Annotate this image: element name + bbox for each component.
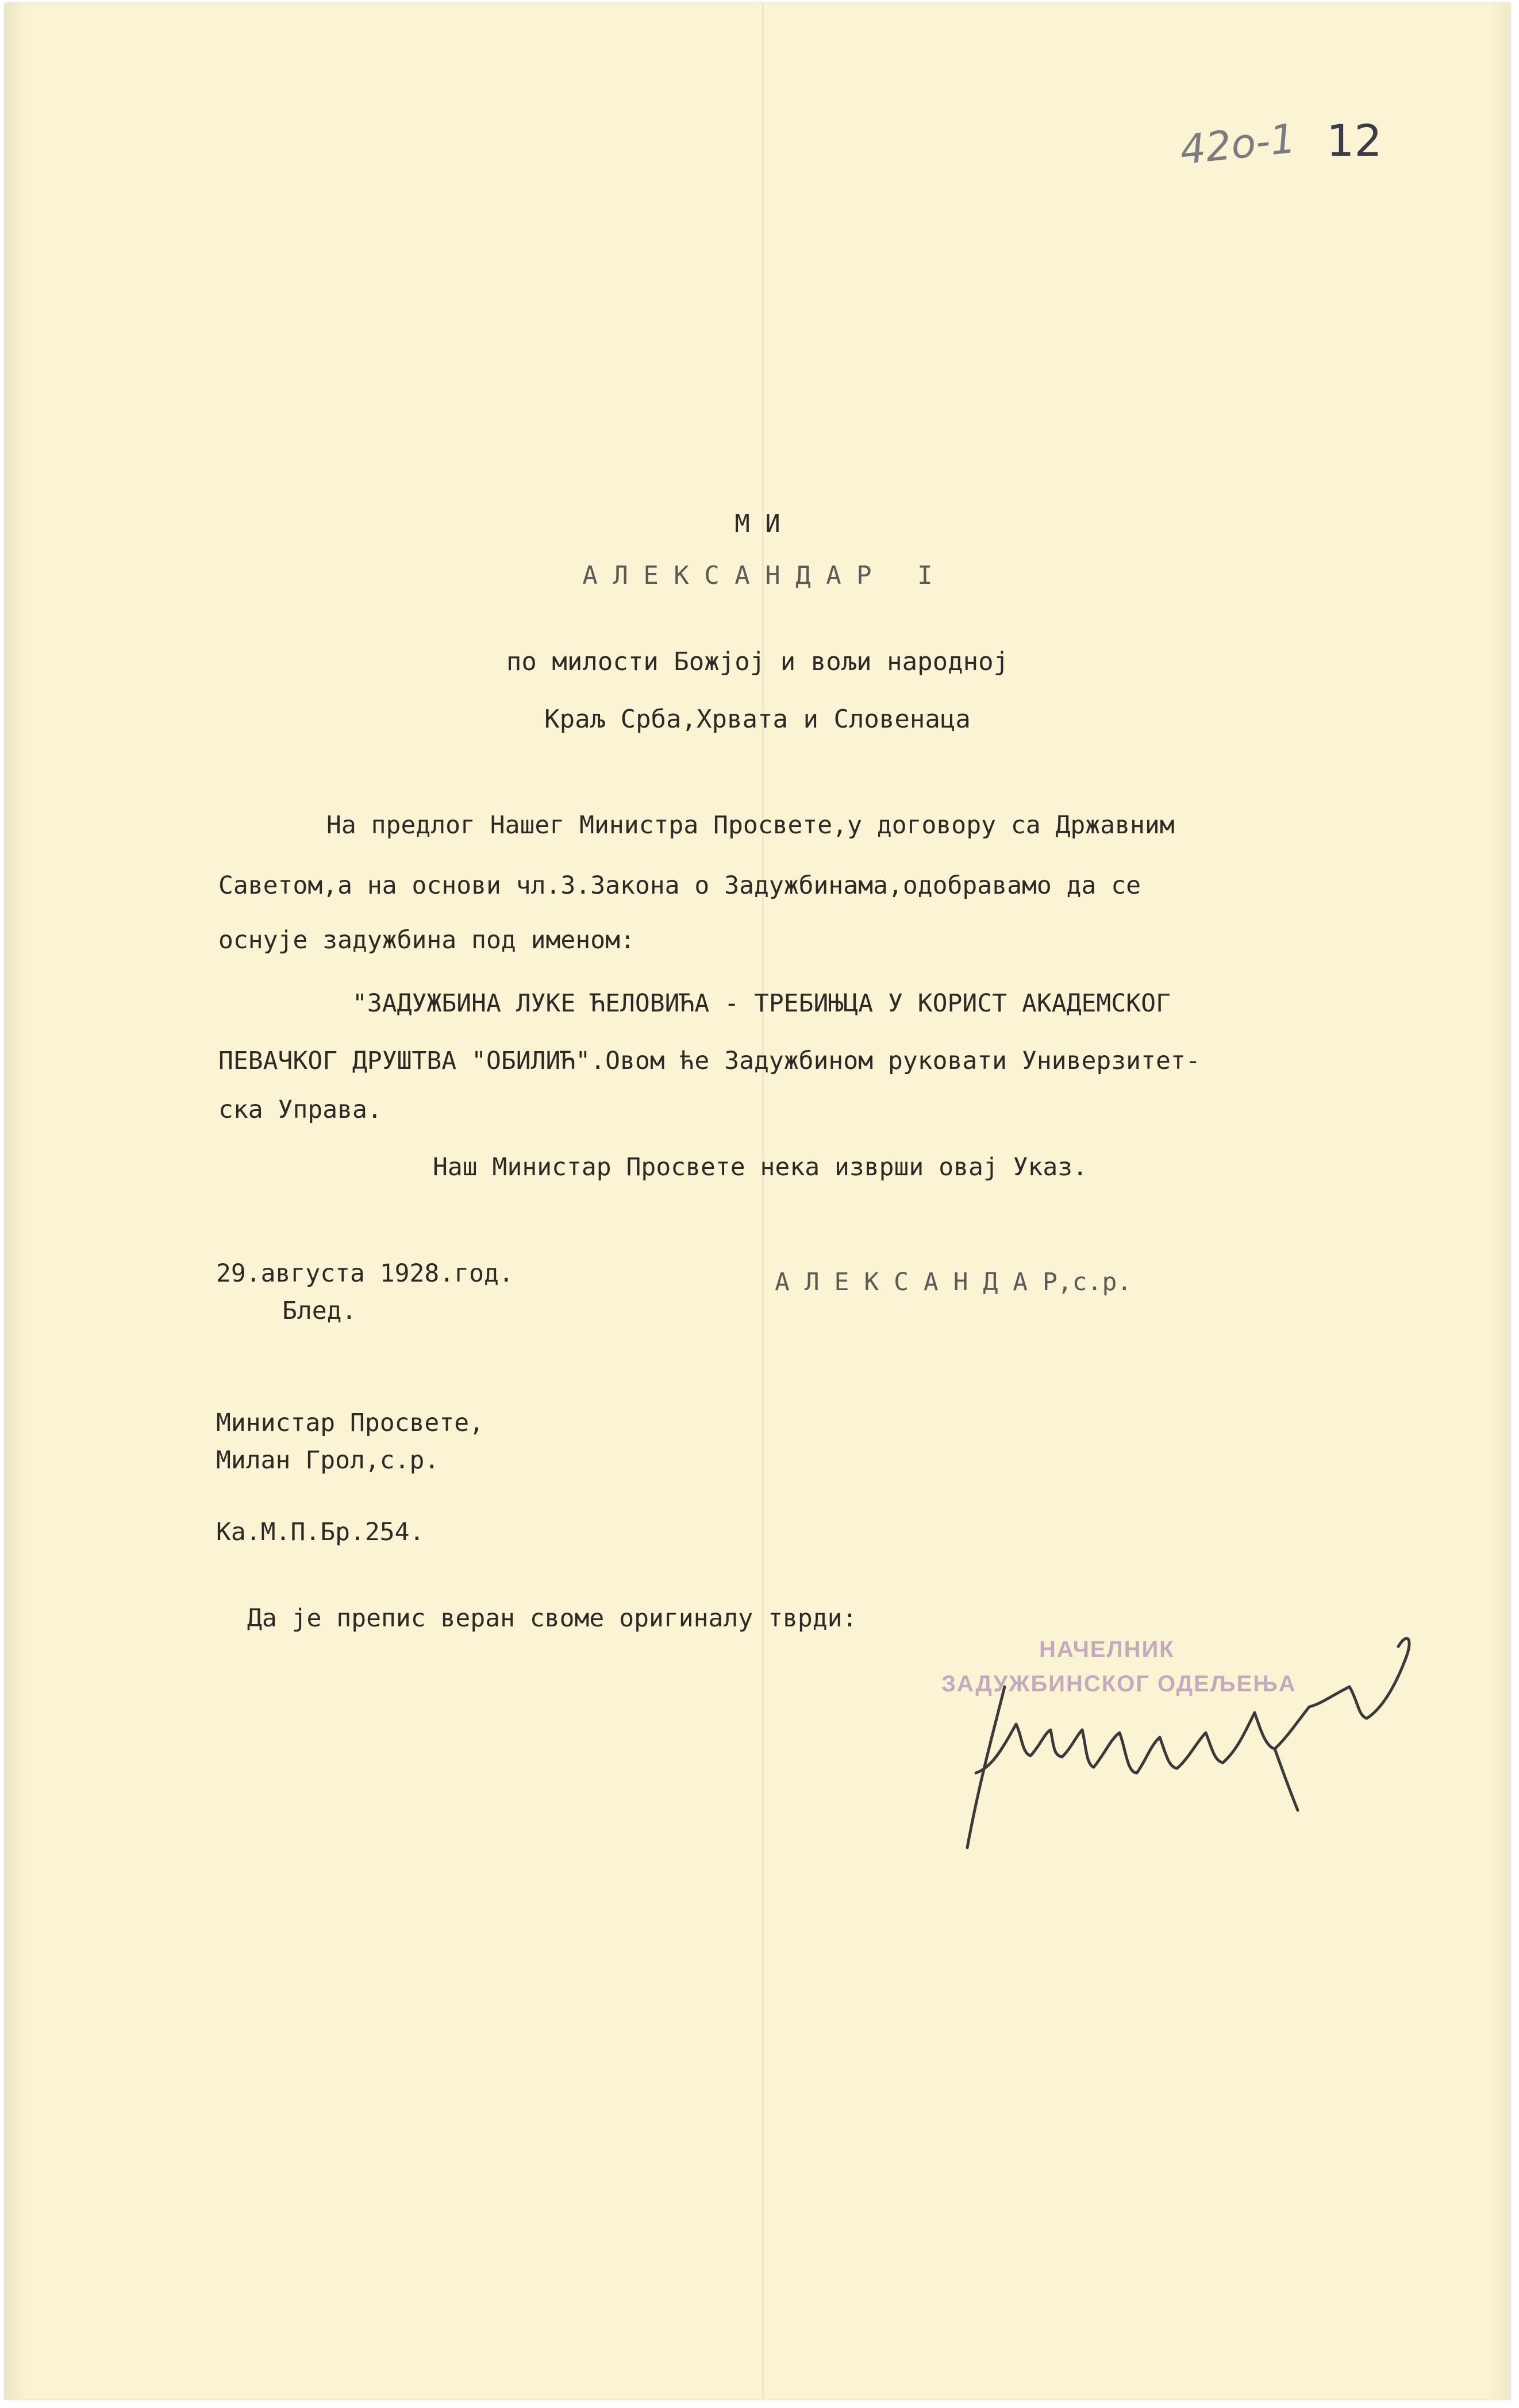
paper-fold — [762, 3, 764, 2399]
body-line-7: Наш Министар Просвете нека изврши овај Указ. — [433, 1153, 1088, 1182]
certification-line: Да је препис веран своме оригиналу тврди: — [247, 1604, 857, 1633]
heading-title: Краљ Срба,Хрвата и Словенаца — [544, 705, 971, 734]
date-line-1: 29.августа 1928.год. — [216, 1259, 514, 1288]
body-line-5: ПЕВАЧКОГ ДРУШТВА "ОБИЛИЋ".Овом ће Задужбином руковати Универзитет- — [218, 1047, 1201, 1075]
archive-page-number: 12 — [1326, 115, 1382, 166]
body-line-1: На предлог Нашег Министра Просвете,у договору са Државним — [326, 811, 1175, 840]
body-line-6: ска Управа. — [218, 1095, 382, 1124]
body-line-3: оснује задужбина под именом: — [218, 926, 635, 955]
handwritten-signature — [953, 1601, 1430, 1876]
date-line-2: Блед. — [282, 1297, 357, 1325]
body-line-2: Саветом,а на основи чл.3.Закона о Задужбинама,одобравамо да се — [218, 871, 1141, 900]
reference-number: Ка.М.П.Бр.254. — [216, 1518, 425, 1547]
minister-name: Милан Грол,с.р. — [216, 1446, 440, 1475]
king-signature-text: А Л Е К С А Н Д А Р,с.р. — [775, 1268, 1132, 1297]
archive-mark-number: 42о-1 — [1178, 114, 1298, 174]
heading-we: М И — [734, 509, 780, 538]
heading-king-name: А Л Е К С А Н Д А Р I — [582, 561, 933, 590]
document-page — [5, 3, 1510, 2399]
heading-grace: по милости Божјој и вољи народној — [506, 647, 1009, 676]
body-line-4: "ЗАДУЖБИНА ЛУКЕ ЋЕЛОВИЋА - ТРЕБИЊЦА У КОРИСТ АКАДЕМСКОГ — [352, 989, 1171, 1018]
minister-title: Министар Просвете, — [216, 1409, 484, 1437]
office-stamp-line-1: НАЧЕЛНИК — [1039, 1637, 1175, 1662]
office-stamp-line-2: ЗАДУЖБИНСКОГ ОДЕЉЕЊА — [941, 1671, 1297, 1697]
